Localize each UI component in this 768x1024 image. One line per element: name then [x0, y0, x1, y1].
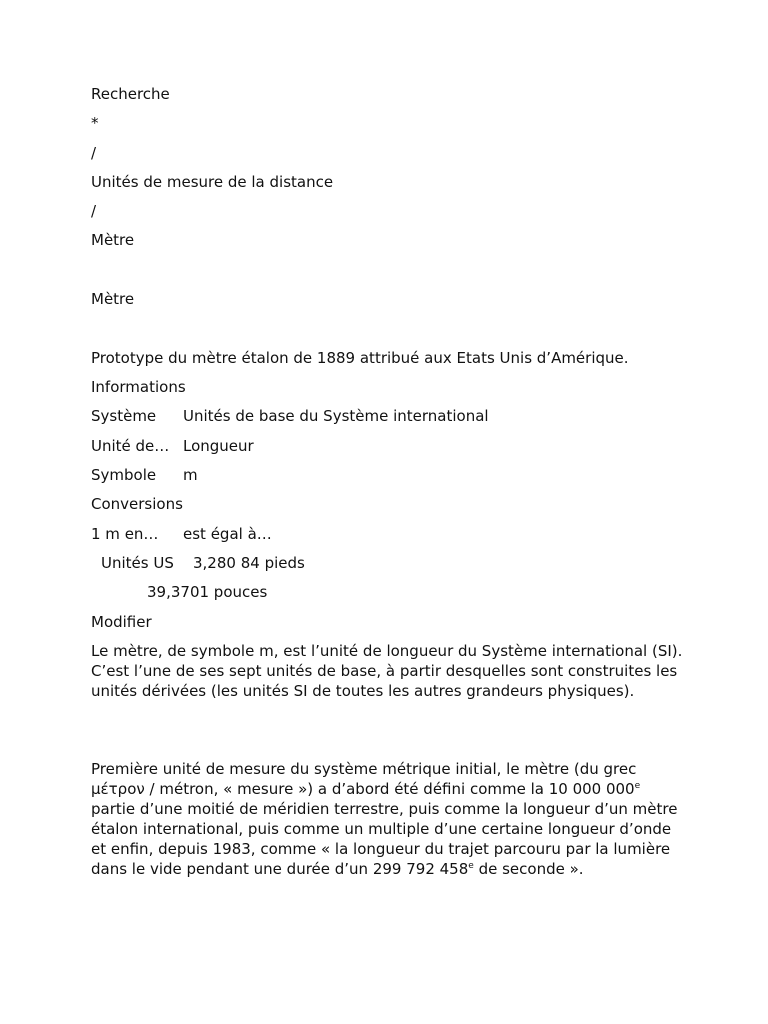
breadcrumb-star: * [91, 114, 99, 132]
image-caption: Prototype du mètre étalon de 1889 attribué aux Etats Unis d’Amérique. [91, 349, 629, 367]
page-title: Mètre [91, 290, 135, 308]
infobox-row-label: Symbole [91, 466, 157, 484]
breadcrumb-category-link[interactable]: Unités de mesure de la distance [91, 173, 334, 191]
conversion-header-row [91, 525, 272, 543]
infobox-row-label: Système [91, 407, 157, 425]
infobox-row-value: Unités de base du Système international [183, 407, 489, 425]
infobox-conversions-heading: Conversions [91, 495, 183, 513]
conversion-header-value: est égal à… [183, 525, 272, 543]
infobox-row [91, 437, 254, 455]
edit-link[interactable]: Modifier [91, 613, 152, 631]
infobox-row-value: m [183, 466, 198, 484]
intro-paragraph: Le mètre, de symbole m, est l’unité de longueur du Système international (SI). C’est l’une de ses sept unités de base, à partir desquelles sont construites les unités dérivées (les unités SI de toutes les autres grandeurs physiques). [91, 642, 683, 700]
infobox-row-value: Longueur [183, 437, 254, 455]
conversion-row-value: 3,280 84 pieds [193, 554, 305, 572]
conversion-header-label: 1 m en… [91, 525, 159, 543]
history-paragraph: Première unité de mesure du système métrique initial, le mètre (du grec μέτρον / métron, « mesure ») a d’abord été défini comme la 10 000 000e partie d’une moitié de méridien terrestre, puis comme la longueur d’un mètre étalon international, puis comme un multiple d’une certaine longueur d’onde et enfin, depuis 1983, comme « la longueur du trajet parcouru par la lumière dans le vide pendant une durée d’un 299 792 458e de seconde ». [91, 760, 678, 878]
infobox-row-label: Unité de… [91, 437, 170, 455]
document-page [91, 0, 691, 1024]
conversion-row-value: 39,3701 pouces [147, 583, 268, 601]
breadcrumb-search-link[interactable]: Recherche [91, 85, 170, 103]
conversion-row-label: Unités US [101, 554, 174, 572]
infobox-row [91, 407, 489, 425]
breadcrumb-separator: / [91, 202, 97, 220]
infobox-informations-heading: Informations [91, 378, 186, 396]
breadcrumb-current: Mètre [91, 231, 135, 249]
infobox-row [91, 466, 198, 484]
breadcrumb-separator: / [91, 144, 97, 162]
